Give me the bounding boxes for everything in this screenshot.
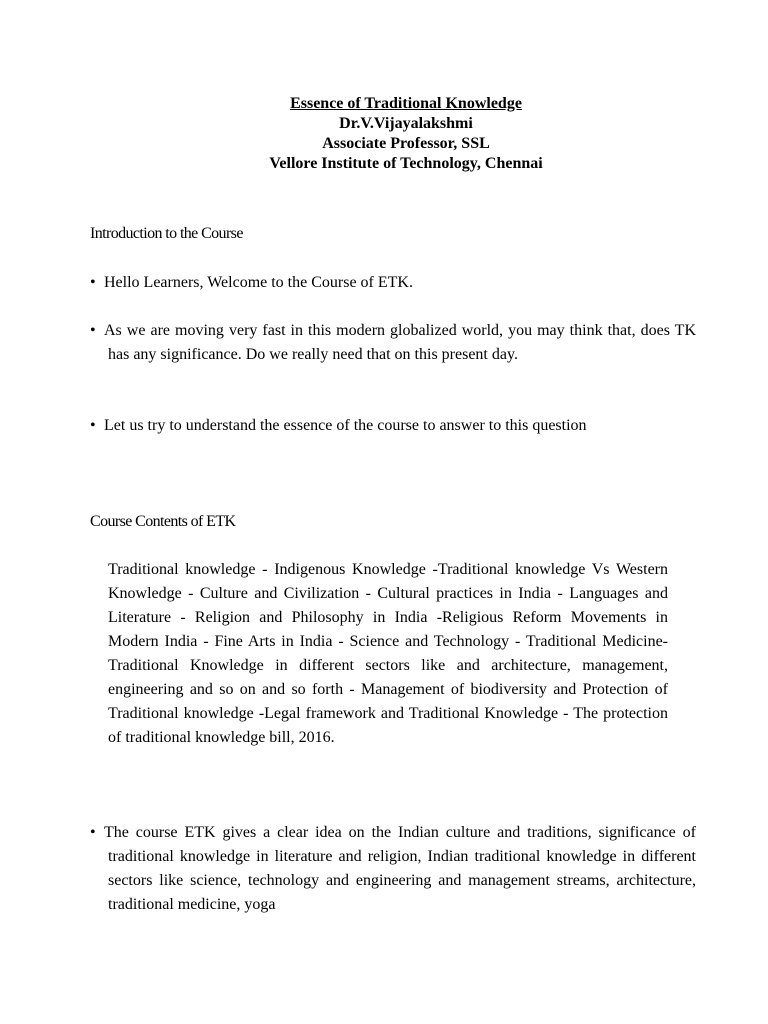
intro-bullet-1-text: Hello Learners, Welcome to the Course of ETK. — [104, 274, 413, 291]
document-title: Essence of Traditional Knowledge — [290, 95, 522, 112]
bullet-glyph: • — [90, 322, 96, 339]
contents-bullet-1 — [90, 821, 696, 917]
bullet-glyph: • — [90, 274, 96, 291]
bullet-glyph: • — [90, 417, 96, 434]
intro-bullet-2 — [90, 319, 696, 367]
author-name: Dr.V.Vijayalakshmi — [339, 115, 473, 132]
intro-bullet-1 — [90, 271, 696, 295]
author-position: Associate Professor, SSL — [322, 135, 490, 152]
intro-bullet-2-text: As we are moving very fast in this modern globalized world, you may think that, does TK has any significance. Do we really need that on this present day. — [104, 322, 696, 363]
contents-bullet-1-text: The course ETK gives a clear idea on the Indian culture and traditions, significance of traditional knowledge in literature and religion, Indian traditional knowledge in different sectors like science, technology and engineering and management streams, architecture, traditional medicine, yoga — [104, 824, 696, 913]
intro-heading: Introduction to the Course — [90, 225, 243, 242]
contents-heading: Course Contents of ETK — [90, 513, 236, 530]
bullet-glyph: • — [90, 824, 96, 841]
contents-paragraph: Traditional knowledge - Indigenous Knowledge -Traditional knowledge Vs Western Knowledge - Culture and Civilization - Cultural practices in India - Languages and Literature - Religion and Philosophy in India -Religious Reform Movements in Modern India - Fine Arts in India - Science and Technology - Traditional Medicine-Traditional Knowledge in different sectors like and architecture, management, engineering and so on and so forth - Management of biodiversity and Protection of Traditional knowledge -Legal framework and Traditional Knowledge - The protection of traditional knowledge bill, 2016. — [108, 561, 668, 746]
author-institution: Vellore Institute of Technology, Chennai — [269, 155, 543, 172]
intro-bullet-3 — [90, 414, 696, 438]
document-header — [0, 94, 768, 174]
intro-bullet-3-text: Let us try to understand the essence of the course to answer to this question — [104, 417, 587, 434]
